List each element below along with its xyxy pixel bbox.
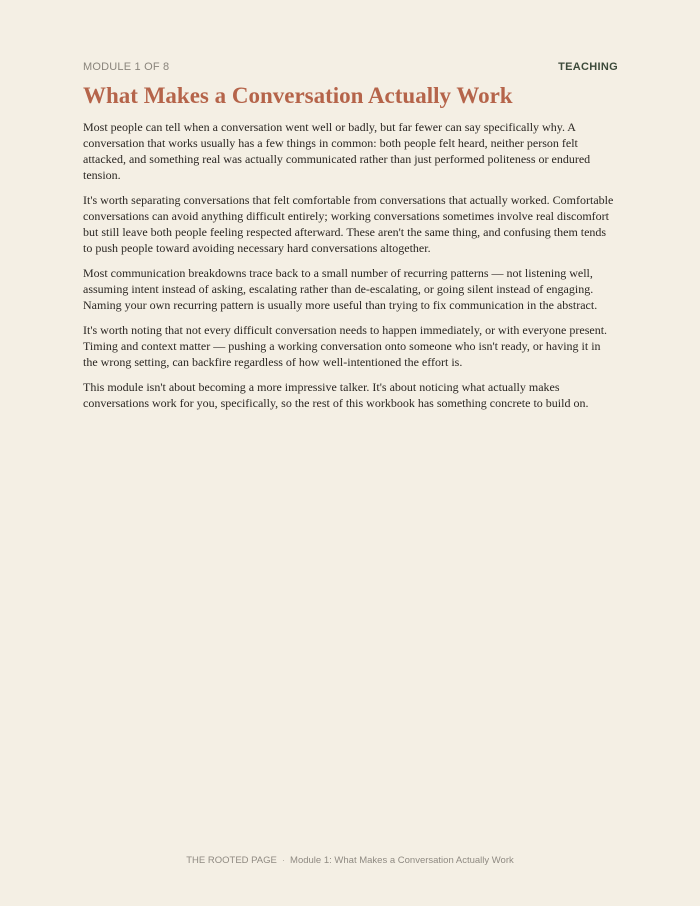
footer-brand: THE ROOTED PAGE	[186, 855, 277, 866]
page-footer	[0, 855, 700, 867]
body-text	[83, 119, 618, 420]
paragraph: Most communication breakdowns trace back to a small number of recurring patterns — not listening well, assuming intent instead of asking, escalating rather than de-escalating, or going silent instead of engaging. Naming your own recurring pattern is usually more useful than trying to fix communication in the abstract.	[83, 266, 598, 312]
module-label: MODULE 1 OF 8	[83, 61, 170, 73]
paragraph: It's worth noting that not every difficult conversation needs to happen immediately, or with everyone present. Timing and context matter — pushing a working conversation onto someone who isn't ready, or having it in the wrong setting, can backfire regardless of how well-intentioned the effort is.	[83, 323, 608, 369]
paragraph: This module isn't about becoming a more impressive talker. It's about noticing what actually makes conversations work for you, specifically, so the rest of this workbook has something concrete to build on.	[83, 380, 589, 410]
footer-separator: ·	[281, 855, 286, 866]
paragraph: Most people can tell when a conversation went well or badly, but far fewer can say specifically why. A conversation that works usually has a few things in common: both people felt heard, neither person felt attacked, and something real was actually communicated rather than just performed politeness or endured tension.	[83, 120, 591, 182]
section-tag: TEACHING	[558, 61, 618, 73]
workbook-page	[83, 0, 618, 906]
page-header	[83, 60, 618, 74]
page-title: What Makes a Conversation Actually Work	[83, 83, 513, 108]
footer-module-title: Module 1: What Makes a Conversation Actually Work	[290, 855, 514, 866]
paragraph: It's worth separating conversations that felt comfortable from conversations that actually worked. Comfortable conversations can avoid anything difficult entirely; working conversations sometimes involve real discomfort but still leave both people feeling respected afterward. These aren't the same thing, and confusing them tends to push people toward avoiding necessary hard conversations altogether.	[83, 193, 614, 255]
